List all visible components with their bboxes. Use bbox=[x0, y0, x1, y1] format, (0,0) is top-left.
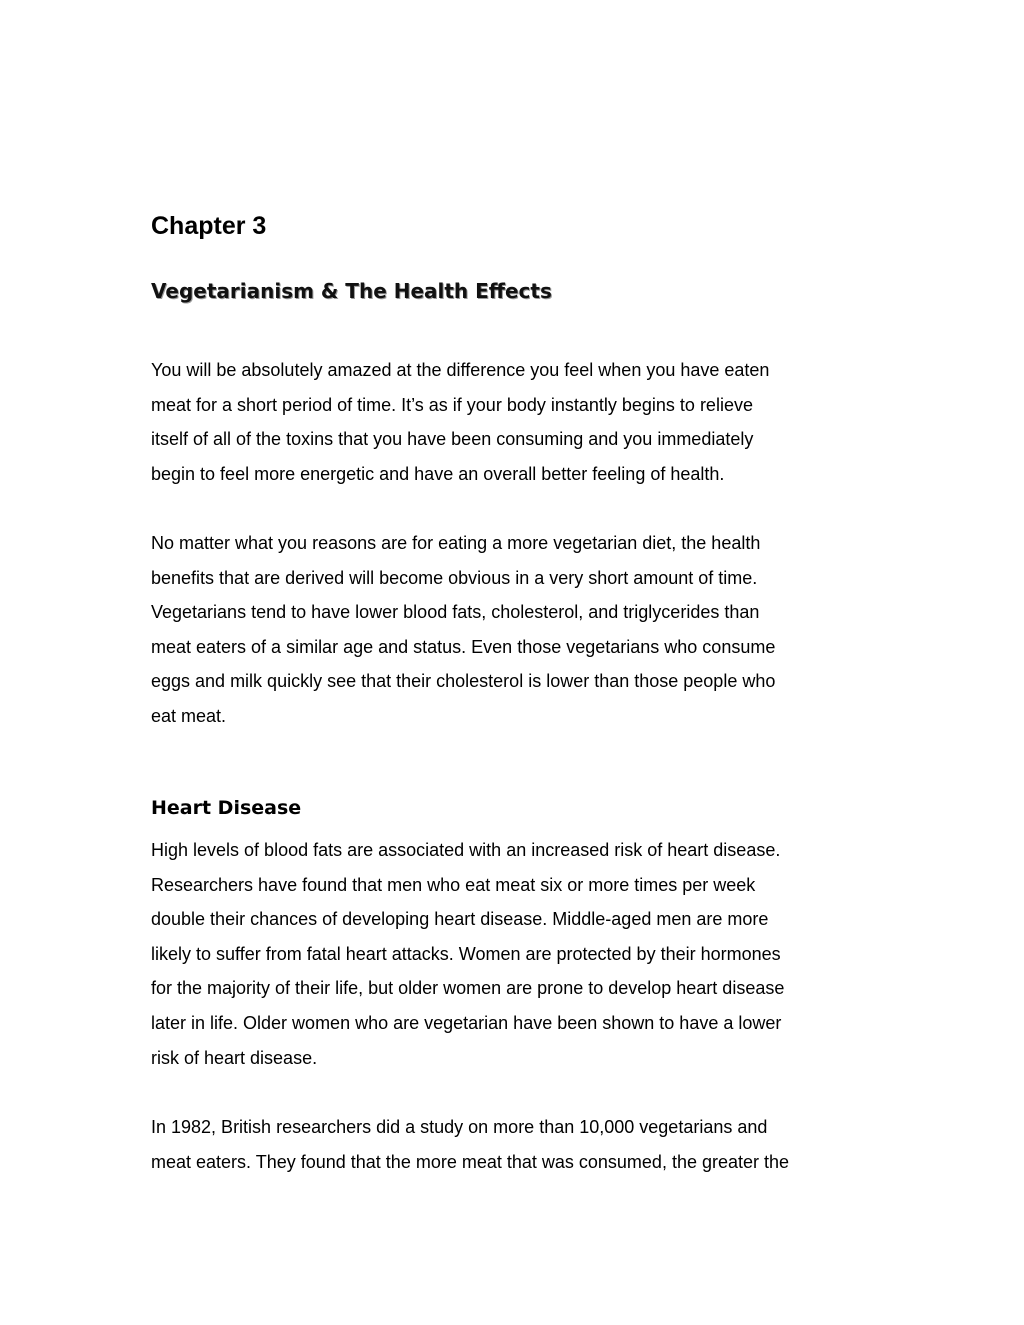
paragraph-line: meat eaters. They found that the more meat that was consumed, the greater the bbox=[151, 1151, 790, 1172]
paragraph-line: No matter what you reasons are for eating a more vegetarian diet, the health bbox=[151, 533, 761, 553]
paragraph-line: eggs and milk quickly see that their cholesterol is lower than those people who bbox=[151, 671, 776, 692]
section-paragraph-2 bbox=[151, 1110, 789, 1179]
intro-paragraph-2 bbox=[151, 526, 775, 734]
paragraph-line: Researchers have found that men who eat meat six or more times per week bbox=[151, 874, 756, 895]
paragraph-line: risk of heart disease. bbox=[151, 1047, 318, 1068]
chapter-subtitle: Vegetarianism & The Health Effects bbox=[151, 279, 552, 303]
paragraph-line: High levels of blood fats are associated with an increased risk of heart disease. bbox=[151, 840, 781, 860]
paragraph-line: benefits that are derived will become obvious in a very short amount of time. bbox=[151, 567, 758, 588]
paragraph-line: meat eaters of a similar age and status. Even those vegetarians who consume bbox=[151, 636, 776, 657]
paragraph-line: eat meat. bbox=[151, 705, 227, 726]
paragraph-line: Vegetarians tend to have lower blood fats, cholesterol, and triglycerides than bbox=[151, 602, 760, 623]
paragraph-line: later in life. Older women who are vegetarian have been shown to have a lower bbox=[151, 1012, 782, 1033]
paragraph-line: likely to suffer from fatal heart attacks. Women are protected by their hormones bbox=[151, 943, 781, 964]
section-heading-heart-disease: Heart Disease bbox=[151, 797, 302, 819]
paragraph-line: begin to feel more energetic and have an overall better feeling of health. bbox=[151, 463, 725, 484]
paragraph-line: itself of all of the toxins that you have been consuming and you immediately bbox=[151, 429, 754, 450]
section-paragraph-1 bbox=[151, 833, 784, 1075]
paragraph-line: meat for a short period of time. It’s as if your body instantly begins to relieve bbox=[151, 394, 753, 415]
intro-paragraph-1 bbox=[151, 353, 769, 491]
paragraph-line: double their chances of developing heart disease. Middle-aged men are more bbox=[151, 909, 769, 930]
paragraph-line: for the majority of their life, but older women are prone to develop heart disease bbox=[151, 978, 785, 999]
paragraph-line: In 1982, British researchers did a study on more than 10,000 vegetarians and bbox=[151, 1117, 768, 1137]
paragraph-line: You will be absolutely amazed at the difference you feel when you have eaten bbox=[151, 360, 770, 380]
chapter-title: Chapter 3 bbox=[151, 212, 267, 240]
